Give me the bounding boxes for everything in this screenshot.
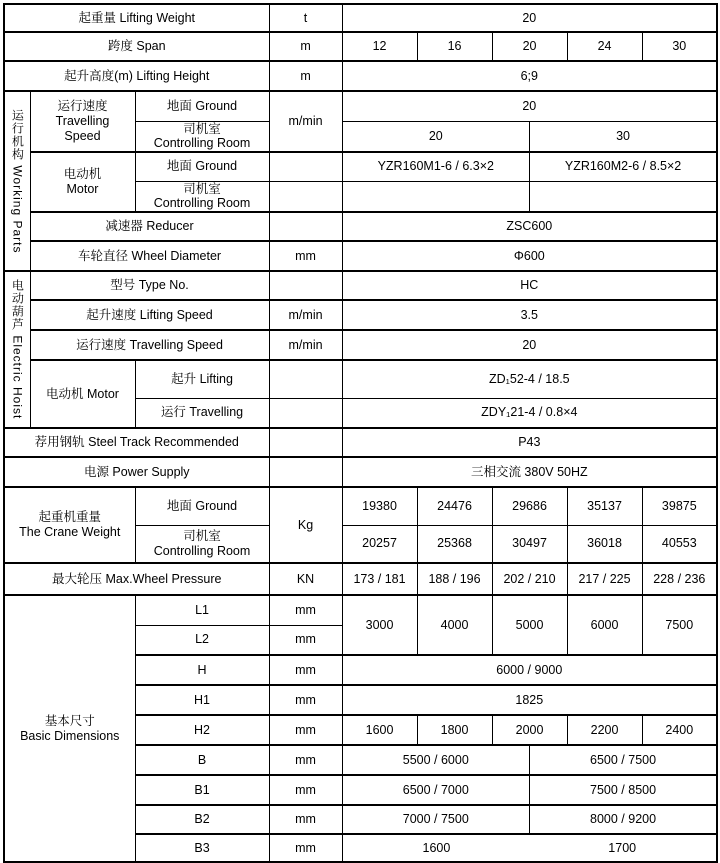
speed-ground-value: 20 [342, 91, 717, 121]
motor-room-value-left-empty [342, 181, 530, 212]
wheel-pressure-5: 228 / 236 [642, 563, 717, 595]
basic-dimensions-zh: 基本尺寸 [44, 713, 95, 728]
span-value-5: 30 [642, 32, 717, 61]
wheel-diameter-label: 车轮直径 Wheel Diameter [30, 241, 269, 271]
speed-room-value-right: 30 [530, 121, 718, 152]
dim-h-unit: mm [269, 655, 342, 685]
table-row [4, 91, 717, 121]
section-working-parts [4, 91, 30, 271]
table-row [4, 32, 717, 61]
crane-weight-room-en: Controlling Room [153, 543, 251, 558]
hoist-motor-lifting-unit-empty [269, 360, 342, 398]
wp-motor-zh: 电动机 [63, 167, 102, 182]
hoist-motor-lifting-label: 起升 Lifting [135, 360, 269, 398]
power-supply-label: 电源 Power Supply [4, 457, 269, 487]
crane-weight-ground-label: 地面 Ground [135, 487, 269, 525]
dim-h1-label: H1 [135, 685, 269, 715]
lifting-height-label: 起升高度(m) Lifting Height [4, 61, 269, 91]
dim-l2-unit: mm [269, 625, 342, 655]
dim-l-value-5: 7500 [642, 595, 717, 655]
dim-l-value-4: 6000 [567, 595, 642, 655]
crane-weight-room-label [135, 525, 269, 563]
dim-h2-value-4: 2200 [567, 715, 642, 745]
table-row [4, 360, 717, 398]
dim-b3-unit: mm [269, 834, 342, 862]
motor-room-zh: 司机室 [183, 181, 221, 196]
crane-weight-unit: Kg [269, 487, 342, 563]
dim-b2-unit: mm [269, 805, 342, 834]
crane-weight-room-3: 30497 [492, 525, 567, 563]
table-row [4, 4, 717, 32]
dim-h2-value-1: 1600 [342, 715, 417, 745]
hoist-travelling-speed-unit: m/min [269, 330, 342, 360]
motor-room-value-right-empty [530, 181, 718, 212]
table-row [4, 595, 717, 625]
travelling-speed-label [30, 91, 135, 152]
dim-b1-unit: mm [269, 775, 342, 805]
hoist-motor-travelling-unit-empty [269, 398, 342, 428]
speed-room-zh: 司机室 [183, 121, 221, 136]
span-label: 跨度 Span [4, 32, 269, 61]
crane-weight-room-2: 25368 [417, 525, 492, 563]
motor-room-label [135, 181, 269, 212]
crane-weight-room-1: 20257 [342, 525, 417, 563]
dim-b1-value-right: 7500 / 8500 [530, 775, 718, 805]
power-supply-unit-empty [269, 457, 342, 487]
crane-weight-zh: 起重机重量 [38, 510, 101, 525]
wheel-pressure-3: 202 / 210 [492, 563, 567, 595]
dim-l-value-3: 5000 [492, 595, 567, 655]
span-unit: m [269, 32, 342, 61]
dim-h2-unit: mm [269, 715, 342, 745]
reducer-label: 减速器 Reducer [30, 212, 269, 241]
dim-b-label: B [135, 745, 269, 775]
crane-weight-ground-3: 29686 [492, 487, 567, 525]
motor-room-en: Controlling Room [153, 196, 251, 211]
type-no-value: HC [342, 271, 717, 300]
motor-room-unit-empty [269, 181, 342, 212]
wheel-pressure-2: 188 / 196 [417, 563, 492, 595]
dim-l-value-1: 3000 [342, 595, 417, 655]
travelling-speed-en1: Travelling [55, 114, 110, 129]
span-value-1: 12 [342, 32, 417, 61]
speed-room-value-left: 20 [342, 121, 530, 152]
wheel-pressure-4: 217 / 225 [567, 563, 642, 595]
dim-l1-label: L1 [135, 595, 269, 625]
hoist-motor-label: 电动机 Motor [30, 360, 135, 428]
crane-weight-label [4, 487, 135, 563]
dim-h2-value-3: 2000 [492, 715, 567, 745]
hoist-travelling-speed-value: 20 [342, 330, 717, 360]
speed-ground-label: 地面 Ground [135, 91, 269, 121]
hoist-travelling-speed-label: 运行速度 Travelling Speed [30, 330, 269, 360]
wp-motor-label [30, 152, 135, 212]
dim-b-value-right: 6500 / 7500 [530, 745, 718, 775]
basic-dimensions-en: Basic Dimensions [20, 728, 120, 743]
crane-weight-ground-2: 24476 [417, 487, 492, 525]
power-supply-value: 三相交流 380V 50HZ [342, 457, 717, 487]
crane-spec-table [3, 3, 718, 863]
crane-weight-ground-1: 19380 [342, 487, 417, 525]
dim-h1-value: 1825 [342, 685, 717, 715]
type-no-unit-empty [269, 271, 342, 300]
table-row [4, 271, 717, 300]
motor-ground-value-left: YZR160M1-6 / 6.3×2 [342, 152, 530, 181]
wheel-diameter-unit: mm [269, 241, 342, 271]
table-row [4, 61, 717, 91]
section-electric-hoist [4, 271, 30, 428]
steel-track-value: P43 [342, 428, 717, 457]
dim-b2-value-left: 7000 / 7500 [342, 805, 530, 834]
wheel-pressure-label: 最大轮压 Max.Wheel Pressure [4, 563, 269, 595]
hoist-lifting-speed-label: 起升速度 Lifting Speed [30, 300, 269, 330]
lifting-weight-label: 起重量 Lifting Weight [4, 4, 269, 32]
dim-h2-value-5: 2400 [642, 715, 717, 745]
reducer-value: ZSC600 [342, 212, 717, 241]
dim-b2-label: B2 [135, 805, 269, 834]
table-row [4, 563, 717, 595]
speed-room-label [135, 121, 269, 152]
reducer-unit-empty [269, 212, 342, 241]
hoist-motor-travelling-label: 运行 Travelling [135, 398, 269, 428]
dim-b1-value-left: 6500 / 7000 [342, 775, 530, 805]
table-row [4, 241, 717, 271]
hoist-motor-travelling-value: ZDY₁21-4 / 0.8×4 [342, 398, 717, 428]
dim-b3-label: B3 [135, 834, 269, 862]
motor-ground-value-right: YZR160M2-6 / 8.5×2 [530, 152, 718, 181]
hoist-lifting-speed-value: 3.5 [342, 300, 717, 330]
travelling-speed-zh: 运行速度 [57, 99, 108, 114]
wheel-diameter-value: Φ600 [342, 241, 717, 271]
crane-weight-ground-5: 39875 [642, 487, 717, 525]
dim-b3-halves [344, 841, 716, 856]
dim-l2-label: L2 [135, 625, 269, 655]
table-row [4, 457, 717, 487]
table-row [4, 487, 717, 525]
crane-weight-room-5: 40553 [642, 525, 717, 563]
lifting-height-unit: m [269, 61, 342, 91]
table-row [4, 300, 717, 330]
crane-weight-en: The Crane Weight [19, 525, 121, 539]
span-value-4: 24 [567, 32, 642, 61]
motor-ground-label: 地面 Ground [135, 152, 269, 181]
crane-weight-ground-4: 35137 [567, 487, 642, 525]
table-row [4, 212, 717, 241]
wheel-pressure-1: 173 / 181 [342, 563, 417, 595]
dim-h-value: 6000 / 9000 [342, 655, 717, 685]
dim-h2-value-2: 1800 [417, 715, 492, 745]
dim-b3-value-right: 1700 [608, 840, 637, 855]
hoist-lifting-speed-unit: m/min [269, 300, 342, 330]
dim-l-value-2: 4000 [417, 595, 492, 655]
section-electric-hoist-label: 电动葫芦 Electric Hoist [10, 279, 25, 420]
hoist-motor-lifting-value: ZD₁52-4 / 18.5 [342, 360, 717, 398]
dim-h2-label: H2 [135, 715, 269, 745]
lifting-height-value: 6;9 [342, 61, 717, 91]
basic-dimensions-label [4, 595, 135, 862]
dim-b1-label: B1 [135, 775, 269, 805]
travelling-speed-unit: m/min [269, 91, 342, 152]
section-working-parts-label: 运行机构 Working Parts [10, 108, 25, 254]
travelling-speed-en2: Speed [64, 128, 101, 143]
lifting-weight-value: 20 [342, 4, 717, 32]
wp-motor-en: Motor [66, 182, 99, 196]
crane-weight-room-4: 36018 [567, 525, 642, 563]
lifting-weight-unit: t [269, 4, 342, 32]
dim-b3-value-left: 1600 [422, 840, 451, 855]
span-value-3: 20 [492, 32, 567, 61]
dim-b3-values [342, 834, 717, 862]
motor-ground-unit-empty [269, 152, 342, 181]
steel-track-label: 荐用钢轨 Steel Track Recommended [4, 428, 269, 457]
wheel-pressure-unit: KN [269, 563, 342, 595]
dim-b2-value-right: 8000 / 9200 [530, 805, 718, 834]
table-row [4, 152, 717, 181]
dim-h1-unit: mm [269, 685, 342, 715]
table-row [4, 330, 717, 360]
dim-h-label: H [135, 655, 269, 685]
crane-weight-room-zh: 司机室 [183, 529, 221, 543]
steel-track-unit-empty [269, 428, 342, 457]
speed-room-en: Controlling Room [153, 136, 251, 151]
dim-b-unit: mm [269, 745, 342, 775]
dim-l1-unit: mm [269, 595, 342, 625]
table-row [4, 428, 717, 457]
dim-b-value-left: 5500 / 6000 [342, 745, 530, 775]
span-value-2: 16 [417, 32, 492, 61]
type-no-label: 型号 Type No. [30, 271, 269, 300]
